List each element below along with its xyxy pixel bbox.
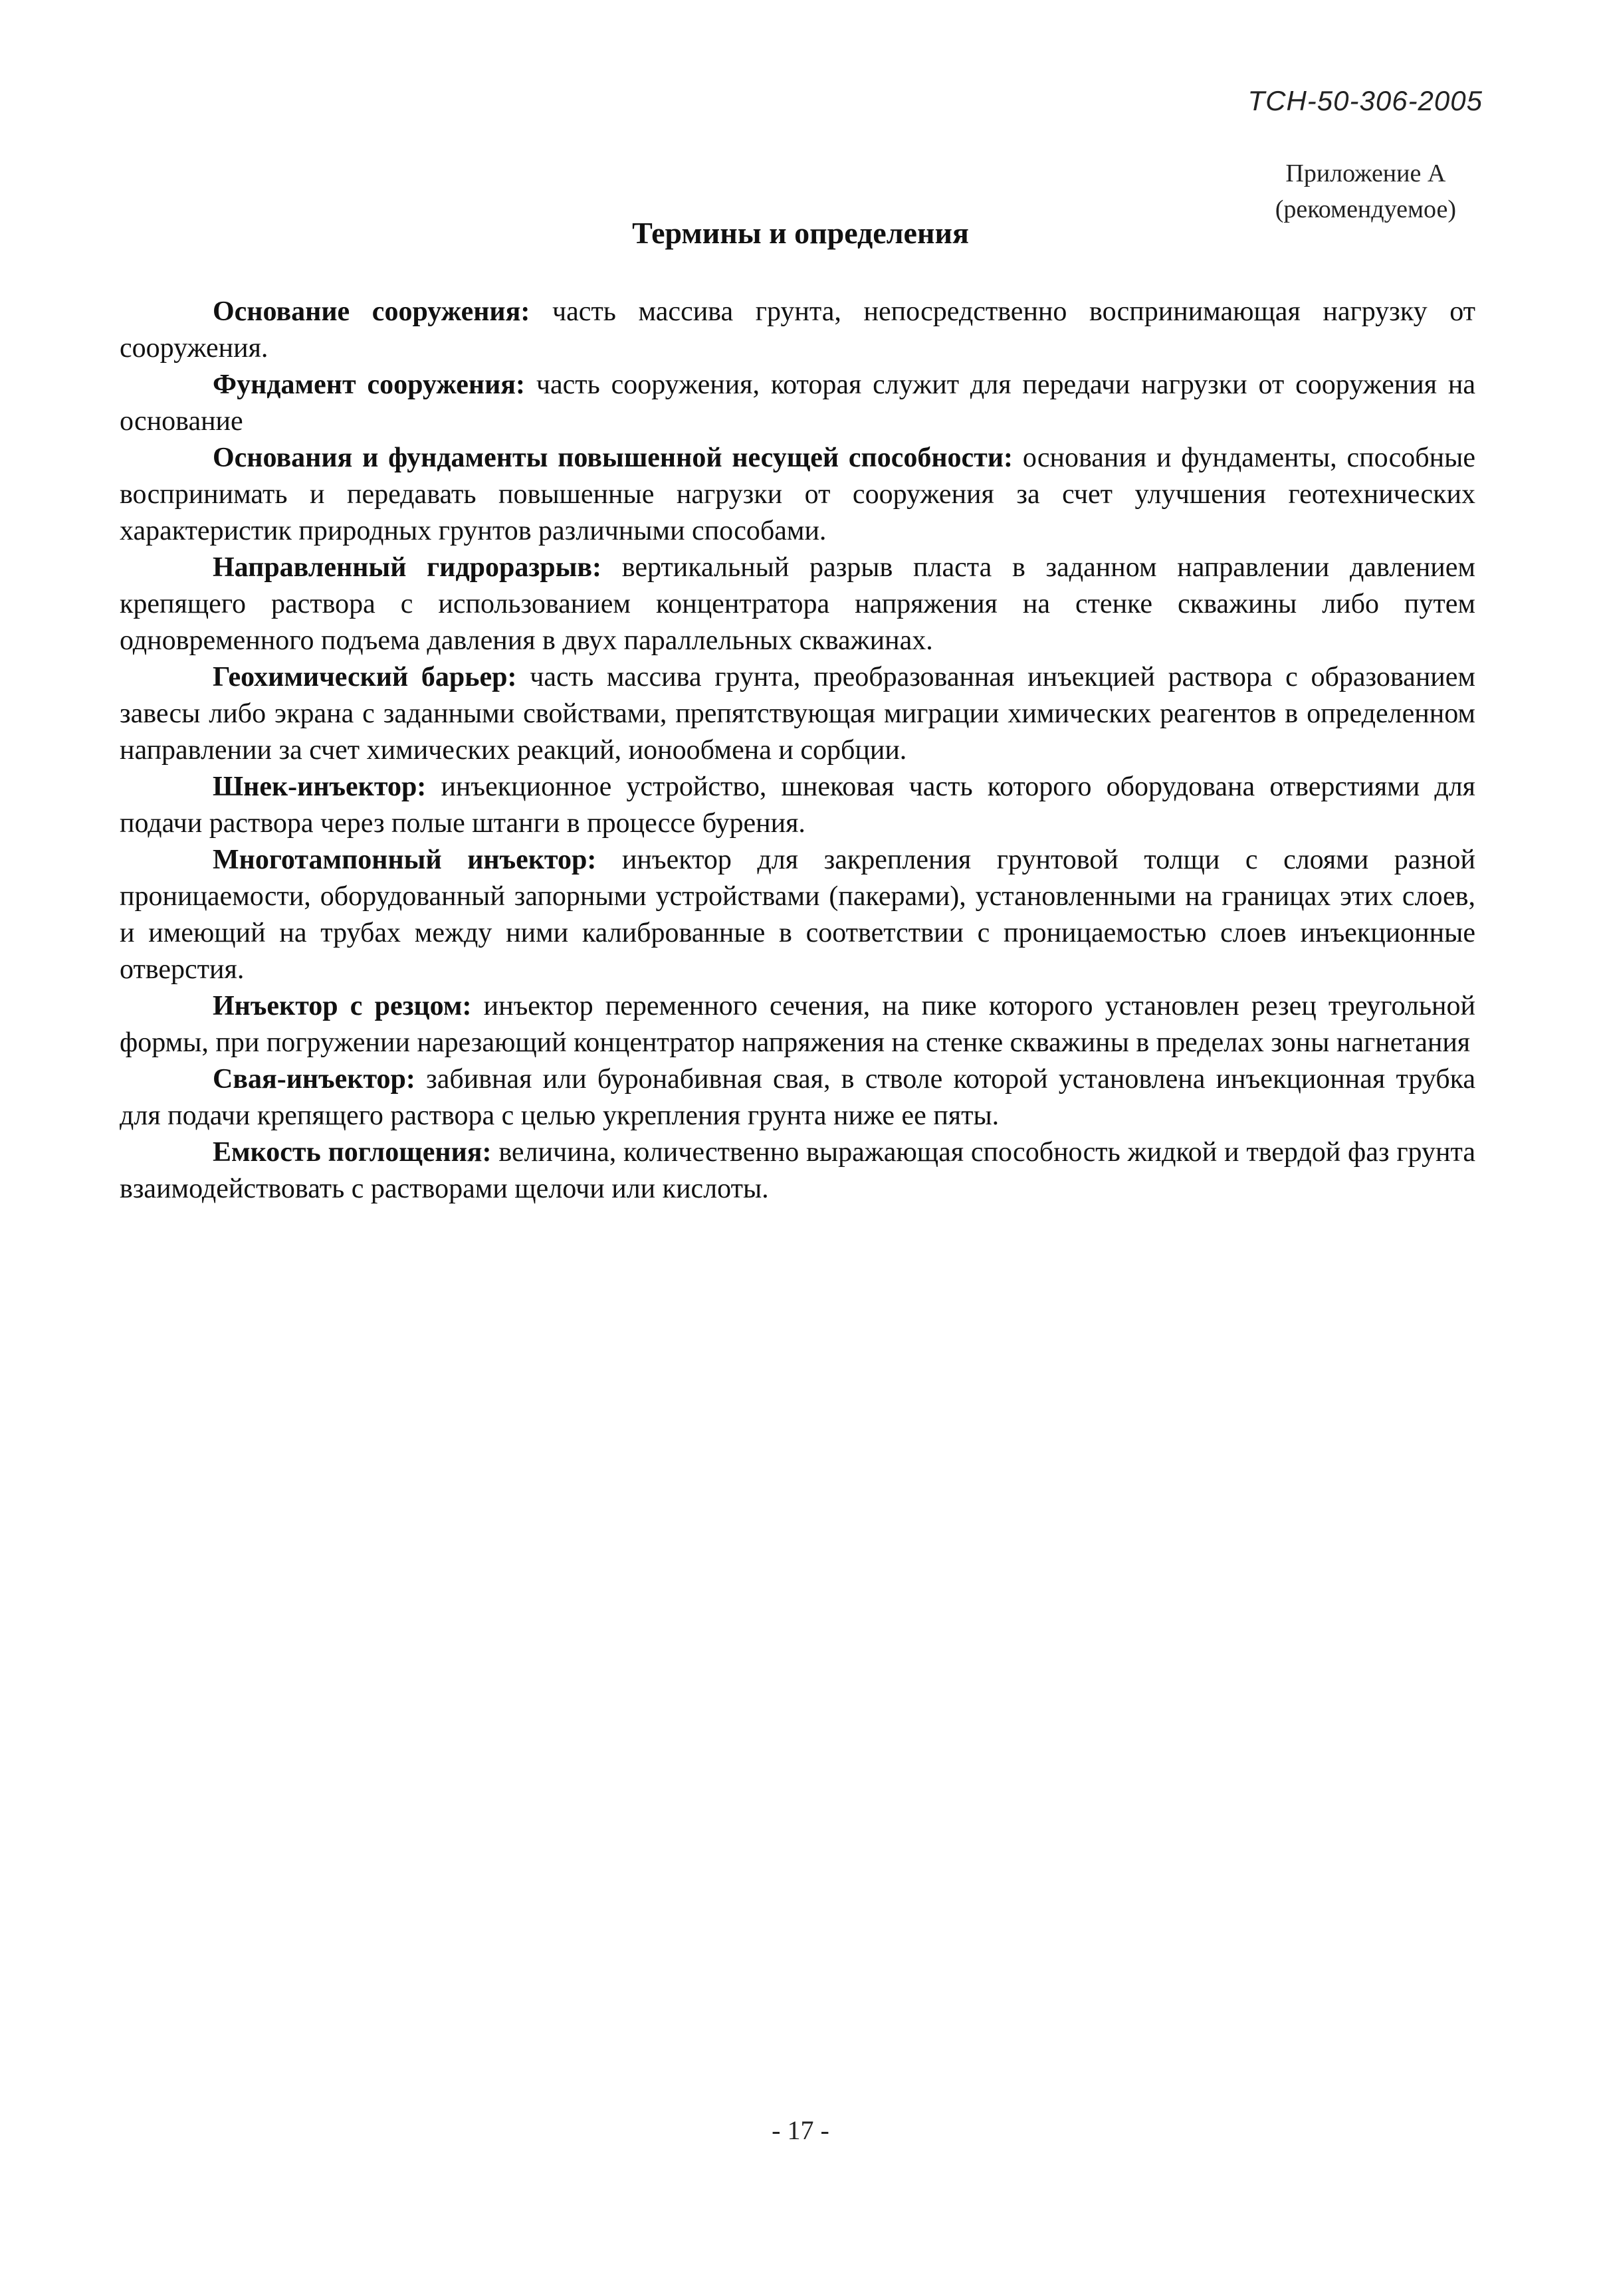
- term-entry: [120, 1061, 1475, 1134]
- term-entry: [120, 988, 1475, 1061]
- term-name: Свая-инъектор:: [213, 1064, 415, 1095]
- term-entry: [120, 550, 1475, 659]
- term-definition: инъектор переменного сечения, на пике которого установлен резец треугольной формы, при погружении нарезающий концентратор напряжения на стенке скважины в пределах зоны нагнетания: [120, 991, 1475, 1058]
- appendix-title: Приложение А: [1285, 159, 1446, 187]
- appendix-status: (рекомендуемое): [1275, 195, 1456, 223]
- term-entry: [120, 659, 1475, 769]
- term-name: Инъектор с резцом:: [213, 991, 472, 1021]
- term-name: Шнек-инъектор:: [213, 772, 427, 802]
- term-definition: основания и фундаменты, способные воспринимать и передавать повышенные нагрузки от сооружения за счет улучшения геотехнических характеристик природных грунтов различными способами.: [120, 443, 1475, 546]
- term-definition: часть массива грунта, непосредственно воспринимающая нагрузку от сооружения.: [120, 296, 1475, 364]
- term-definition: часть массива грунта, преобразованная инъекцией раствора с образованием завесы либо экрана с заданными свойствами, препятствующая миграции химических реагентов в определенном направлении за счет химических реакций, ионообмена и сорбции.: [120, 662, 1475, 766]
- term-name: Основание сооружения:: [213, 296, 530, 327]
- term-name: Фундамент сооружения:: [213, 369, 525, 400]
- term-entry: [120, 842, 1475, 988]
- term-entry: [120, 367, 1475, 440]
- term-definition: часть сооружения, которая служит для передачи нагрузки от сооружения на основание: [120, 369, 1475, 437]
- term-definition: величина, количественно выражающая способность жидкой и твердой фаз грунта взаимодействовать с растворами щелочи или кислоты.: [120, 1137, 1475, 1204]
- term-definition: забивная или буронабивная свая, в стволе которой установлена инъекционная трубка для подачи крепящего раствора с целью укрепления грунта ниже ее пяты.: [120, 1064, 1475, 1131]
- term-name: Многотампонный инъектор:: [213, 845, 597, 875]
- term-entry: [120, 1134, 1475, 1207]
- term-entry: [120, 440, 1475, 550]
- term-name: Направленный гидроразрыв:: [213, 552, 602, 583]
- term-definition: инъектор для закрепления грунтовой толщи с слоями разной проницаемости, оборудованный запорными устройствами (пакерами), установленными на границах этих слоев, и имеющий на трубах между ними калиброванные в соответствии с проницаемостью слоев инъекционные отверстия.: [120, 845, 1475, 985]
- term-name: Геохимический барьер:: [213, 662, 517, 692]
- page-title: Термины и определения: [632, 216, 969, 250]
- terms-list: [120, 294, 1475, 1207]
- term-definition: вертикальный разрыв пласта в заданном направлении давлением крепящего раствора с использованием концентратора напряжения на стенке скважины либо путем одновременного подъема давления в двух параллельных скважинах.: [120, 552, 1476, 656]
- term-definition: инъекционное устройство, шнековая часть которого оборудована отверстиями для подачи раствора через полые штанги в процессе бурения.: [120, 772, 1475, 839]
- page-number: - 17 -: [772, 2115, 829, 2145]
- term-name: Емкость поглощения:: [213, 1137, 492, 1168]
- term-entry: [120, 769, 1475, 842]
- term-name: Основания и фундаменты повышенной несущей способности:: [213, 443, 1014, 473]
- document-code: ТСН-50-306-2005: [1247, 85, 1483, 116]
- term-entry: [120, 294, 1475, 367]
